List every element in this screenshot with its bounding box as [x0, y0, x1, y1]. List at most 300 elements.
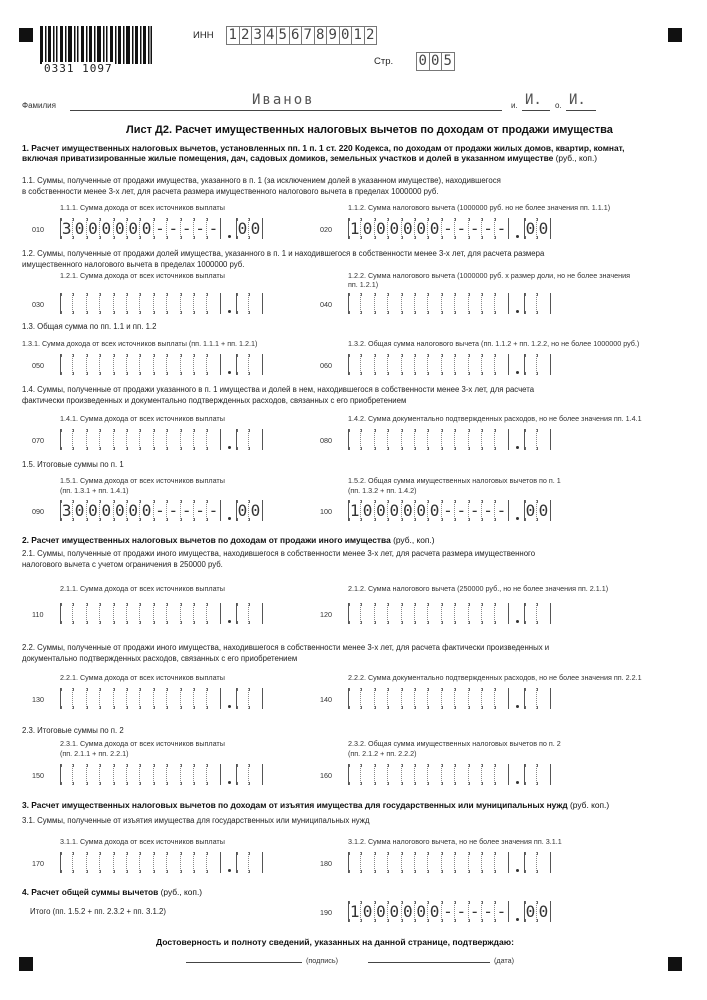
digit-cell: [60, 354, 73, 375]
f122-label-line1: 1.2.2. Сумма налогового вычета (1000000 руб. х размер доли, но не более значения: [348, 271, 630, 280]
digit-cell: [127, 354, 140, 375]
f152-label-line2: (пп. 1.3.2 + пп. 1.4.2): [348, 486, 417, 495]
f311-label: 3.1.1. Сумма дохода от всех источников выплаты: [60, 837, 225, 846]
digit-cell: [348, 852, 361, 873]
field-020-rubles[interactable]: [348, 218, 509, 239]
digit-cell: [127, 688, 140, 709]
f312-label: 3.1.2. Сумма налогового вычета, но не более значения пп. 3.1.1: [348, 837, 562, 846]
f111-label: 1.1.1. Сумма дохода от всех источников выплаты: [60, 203, 225, 212]
decimal-point: [516, 781, 519, 784]
digit-cell: [482, 852, 495, 873]
line-code-080: 080: [320, 436, 332, 445]
corner-marker-bottom-right: [668, 957, 682, 971]
digit-cell: [428, 688, 441, 709]
digit-cell: [455, 852, 468, 873]
surname-line: [70, 110, 502, 111]
digit-cell: -: [482, 218, 495, 239]
f152-label-line1: 1.5.2. Общая сумма имущественных налоговых вычетов по п. 1: [348, 476, 561, 485]
s14-line2: фактически произведенных и документально подтвержденных расходов, связанных с его приобретением: [22, 396, 407, 405]
f122-label-line2: пп. 1.2.1): [348, 280, 379, 289]
initial2-label: о.: [555, 101, 562, 110]
digit-cell: [537, 852, 550, 873]
digit-cell: [207, 429, 220, 450]
digit-cell: [524, 764, 537, 785]
digit-cell: [361, 293, 374, 314]
date-line: [368, 962, 490, 963]
digit-cell: [375, 852, 388, 873]
field-100-kopecks[interactable]: [524, 500, 551, 521]
decimal-point: [516, 517, 519, 520]
digit-cell: [375, 688, 388, 709]
digit-cell: -: [469, 901, 482, 922]
digit-cell: [537, 354, 550, 375]
page-label: Стр.: [374, 56, 394, 67]
digit-cell: -: [167, 218, 180, 239]
digit-cell: [375, 764, 388, 785]
digit-cell: [469, 354, 482, 375]
field-120-kopecks[interactable]: [524, 603, 551, 624]
digit-cell: [154, 293, 167, 314]
f231-label-line2: (пп. 2.1.1 + пп. 2.2.1): [60, 749, 129, 758]
digit-cell: [428, 429, 441, 450]
digit-cell: [140, 688, 153, 709]
decimal-point: [516, 310, 519, 313]
decimal-point: [516, 235, 519, 238]
inn-digit: 2: [364, 26, 378, 45]
s12-line1: 1.2. Суммы, полученные от продажи долей имущества, указанного в п. 1 и находившегося в собственности менее 3-х лет, для расчета размера: [22, 249, 545, 258]
digit-cell: [236, 354, 249, 375]
digit-cell: [402, 764, 415, 785]
inn-field[interactable]: [226, 26, 376, 45]
field-140-rubles[interactable]: [348, 688, 509, 709]
digit-cell: -: [455, 500, 468, 521]
digit-cell: [140, 429, 153, 450]
field-010-rubles[interactable]: [60, 218, 221, 239]
digit-cell: [442, 429, 455, 450]
field-040-kopecks[interactable]: [524, 293, 551, 314]
f232-label-line2: (пп. 2.1.2 + пп. 2.2.2): [348, 749, 417, 758]
f211-label: 2.1.1. Сумма дохода от всех источников выплаты: [60, 584, 225, 593]
digit-cell: -: [194, 218, 207, 239]
line-code-070: 070: [32, 436, 44, 445]
line-code-160: 160: [320, 771, 332, 780]
digit-cell: [181, 764, 194, 785]
barcode-bars: [40, 26, 152, 64]
field-090-kopecks[interactable]: [236, 500, 263, 521]
page-title: Лист Д2. Расчет имущественных налоговых вычетов по доходам от продажи имущества: [126, 124, 613, 136]
digit-cell: [442, 354, 455, 375]
digit-cell: -: [482, 500, 495, 521]
digit-cell: [73, 603, 86, 624]
corner-marker-top-left: [19, 28, 33, 42]
digit-cell: 0: [361, 500, 374, 521]
digit-cell: 0: [127, 500, 140, 521]
date-label: (дата): [494, 956, 515, 965]
field-060-kopecks[interactable]: [524, 354, 551, 375]
digit-cell: 0: [127, 218, 140, 239]
digit-cell: -: [154, 500, 167, 521]
field-160-rubles[interactable]: [348, 764, 509, 785]
field-170-kopecks[interactable]: [236, 852, 263, 873]
line-code-170: 170: [32, 859, 44, 868]
digit-cell: -: [207, 500, 220, 521]
digit-cell: [402, 354, 415, 375]
digit-cell: [249, 354, 262, 375]
digit-cell: [348, 354, 361, 375]
field-150-rubles[interactable]: [60, 764, 221, 785]
digit-cell: [495, 852, 508, 873]
section3-heading: [22, 800, 609, 811]
digit-cell: [388, 688, 401, 709]
digit-cell: 0: [428, 901, 441, 922]
digit-cell: [537, 688, 550, 709]
digit-cell: [388, 603, 401, 624]
digit-cell: [73, 293, 86, 314]
inn-digit: 1: [351, 26, 365, 45]
field-190-rubles[interactable]: [348, 901, 509, 922]
digit-cell: [140, 603, 153, 624]
digit-cell: [207, 764, 220, 785]
digit-cell: 0: [73, 500, 86, 521]
digit-cell: [127, 764, 140, 785]
decimal-point: [516, 371, 519, 374]
field-160-kopecks[interactable]: [524, 764, 551, 785]
digit-cell: [154, 429, 167, 450]
digit-cell: [428, 603, 441, 624]
line-code-100: 100: [320, 507, 332, 516]
digit-cell: -: [154, 218, 167, 239]
field-020-kopecks[interactable]: [524, 218, 551, 239]
line-code-030: 030: [32, 300, 44, 309]
digit-cell: 0: [415, 901, 428, 922]
line-code-150: 150: [32, 771, 44, 780]
digit-cell: [469, 429, 482, 450]
digit-cell: [236, 852, 249, 873]
digit-cell: [442, 764, 455, 785]
digit-cell: [127, 293, 140, 314]
digit-cell: 0: [415, 500, 428, 521]
digit-cell: [469, 852, 482, 873]
digit-cell: 1: [349, 219, 360, 238]
digit-cell: [100, 764, 113, 785]
line-code-140: 140: [320, 695, 332, 704]
decimal-point: [228, 235, 231, 238]
decimal-point: [228, 517, 231, 520]
digit-cell: [127, 429, 140, 450]
f222-label: 2.2.2. Сумма документально подтвержденных расходов, но не более значения пп. 2.2.1: [348, 673, 642, 682]
section4-heading-text: 4. Расчет общей суммы вычетов: [22, 887, 159, 897]
digit-cell: [524, 603, 537, 624]
field-190-kopecks[interactable]: [524, 901, 551, 922]
digit-cell: [537, 764, 550, 785]
digit-cell: [455, 354, 468, 375]
digit-cell: [140, 354, 153, 375]
digit-cell: 0: [237, 219, 248, 238]
initial2-value[interactable]: И.: [569, 92, 586, 108]
digit-cell: [415, 429, 428, 450]
digit-cell: 0: [537, 218, 550, 239]
digit-cell: [415, 688, 428, 709]
digit-cell: [388, 293, 401, 314]
f151-label-line1: 1.5.1. Сумма дохода от всех источников выплаты: [60, 476, 225, 485]
f112-label: 1.1.2. Сумма налогового вычета (1000000 руб. но не более значения пп. 1.1.1): [348, 203, 611, 212]
digit-cell: [100, 603, 113, 624]
line-code-110: 110: [32, 610, 44, 619]
digit-cell: 0: [73, 218, 86, 239]
digit-cell: 0: [537, 500, 550, 521]
digit-cell: [127, 603, 140, 624]
digit-cell: [249, 603, 262, 624]
digit-cell: [249, 852, 262, 873]
digit-cell: 0: [402, 218, 415, 239]
line-code-040: 040: [320, 300, 332, 309]
digit-cell: [469, 764, 482, 785]
digit-cell: [482, 429, 495, 450]
digit-cell: -: [181, 218, 194, 239]
digit-cell: [60, 429, 73, 450]
digit-cell: [495, 603, 508, 624]
s23: 2.3. Итоговые суммы по п. 2: [22, 726, 124, 735]
digit-cell: [154, 688, 167, 709]
digit-cell: [194, 354, 207, 375]
digit-cell: [236, 293, 249, 314]
digit-cell: [194, 429, 207, 450]
barcode: [40, 26, 152, 75]
digit-cell: [60, 764, 73, 785]
digit-cell: [415, 354, 428, 375]
digit-cell: [375, 293, 388, 314]
field-090-rubles[interactable]: [60, 500, 221, 521]
digit-cell: [73, 354, 86, 375]
digit-cell: [140, 293, 153, 314]
digit-cell: [415, 764, 428, 785]
decimal-point: [228, 620, 231, 623]
digit-cell: [181, 852, 194, 873]
line-code-130: 130: [32, 695, 44, 704]
digit-cell: [207, 688, 220, 709]
section1-heading-line2: [22, 153, 597, 164]
digit-cell: [249, 688, 262, 709]
digit-cell: [167, 603, 180, 624]
digit-cell: [388, 354, 401, 375]
s21-line1: 2.1. Суммы, полученные от продажи иного имущества, находившегося в собственности менее 3-х лет, для расчета размера имущественного: [22, 549, 536, 558]
field-180-kopecks[interactable]: [524, 852, 551, 873]
digit-cell: [207, 293, 220, 314]
section3-heading-unit: (руб. коп.): [570, 800, 610, 810]
digit-cell: 0: [525, 219, 536, 238]
digit-cell: [428, 354, 441, 375]
initial1-value[interactable]: И.: [525, 92, 542, 108]
digit-cell: [73, 688, 86, 709]
digit-cell: [482, 764, 495, 785]
decimal-point: [516, 446, 519, 449]
digit-cell: [60, 688, 73, 709]
initial1-label: и.: [511, 101, 518, 110]
section4-heading-unit: (руб., коп.): [160, 887, 203, 897]
line-code-060: 060: [320, 361, 332, 370]
decimal-point: [228, 705, 231, 708]
section2-heading-text: 2. Расчет имущественных налоговых вычетов по доходам от продажи иного имущества: [22, 535, 391, 545]
digit-cell: [455, 429, 468, 450]
digit-cell: [415, 293, 428, 314]
digit-cell: [114, 852, 127, 873]
digit-cell: 0: [361, 901, 374, 922]
field-060-rubles[interactable]: [348, 354, 509, 375]
field-080-kopecks[interactable]: [524, 429, 551, 450]
section2-heading: [22, 535, 435, 546]
digit-cell: [455, 603, 468, 624]
confirm-text: Достоверность и полноту сведений, указанных на данной странице, подтверждаю:: [156, 937, 514, 947]
digit-cell: [207, 852, 220, 873]
line-code-050: 050: [32, 361, 44, 370]
field-040-rubles[interactable]: [348, 293, 509, 314]
digit-cell: 0: [388, 500, 401, 521]
digit-cell: [375, 354, 388, 375]
field-070-rubles[interactable]: [60, 429, 221, 450]
digit-cell: [495, 764, 508, 785]
s31: 3.1. Суммы, полученные от изъятия имущества для государственных или муниципальных нужд: [22, 816, 370, 825]
digit-cell: [60, 852, 73, 873]
section1-heading-line2-text: включая приватизированные жилые помещения, дач, садовых домиков, земельных участков и долей в указанном имуществе: [22, 153, 554, 163]
digit-cell: [428, 764, 441, 785]
digit-cell: [375, 603, 388, 624]
decimal-point: [516, 918, 519, 921]
digit-cell: [194, 852, 207, 873]
total-label: Итого (пп. 1.5.2 + пп. 2.3.2 + пп. 3.1.2): [30, 907, 166, 916]
decimal-point: [228, 310, 231, 313]
digit-cell: [361, 852, 374, 873]
field-050-kopecks[interactable]: [236, 354, 263, 375]
s21-line2: налогового вычета с учетом ограничения в 250000 руб.: [22, 560, 223, 569]
digit-cell: [207, 354, 220, 375]
digit-cell: [114, 764, 127, 785]
digit-cell: -: [469, 500, 482, 521]
field-120-rubles[interactable]: [348, 603, 509, 624]
field-080-rubles[interactable]: [348, 429, 509, 450]
inn-digit: 2: [239, 26, 253, 45]
digit-cell: [73, 764, 86, 785]
page-number-digit: 5: [441, 52, 455, 71]
digit-cell: [469, 293, 482, 314]
decimal-point: [228, 869, 231, 872]
field-030-kopecks[interactable]: [236, 293, 263, 314]
inn-digit: 6: [289, 26, 303, 45]
s14-line1: 1.4. Суммы, полученные от продажи указанного в п. 1 имущества и долей в нем, находившегося в собственности менее 3-х лет, для расчета: [22, 385, 535, 394]
field-130-rubles[interactable]: [60, 688, 221, 709]
surname-value[interactable]: Иванов: [252, 92, 315, 108]
digit-cell: 0: [428, 218, 441, 239]
field-150-kopecks[interactable]: [236, 764, 263, 785]
digit-cell: [455, 764, 468, 785]
digit-cell: [114, 688, 127, 709]
digit-cell: [348, 293, 361, 314]
f131-label: 1.3.1. Сумма дохода от всех источников выплаты (пп. 1.1.1 + пп. 1.2.1): [22, 339, 258, 348]
field-030-rubles[interactable]: [60, 293, 221, 314]
digit-cell: 0: [100, 218, 113, 239]
digit-cell: [114, 354, 127, 375]
digit-cell: [194, 764, 207, 785]
digit-cell: [236, 429, 249, 450]
digit-cell: 1: [349, 902, 360, 921]
digit-cell: 0: [537, 901, 550, 922]
inn-digit: 0: [339, 26, 353, 45]
digit-cell: [495, 293, 508, 314]
digit-cell: 0: [249, 500, 262, 521]
decimal-point: [516, 620, 519, 623]
inn-digit: 7: [301, 26, 315, 45]
digit-cell: -: [455, 901, 468, 922]
digit-cell: [181, 293, 194, 314]
corner-marker-top-right: [668, 28, 682, 42]
digit-cell: [402, 852, 415, 873]
digit-cell: [415, 852, 428, 873]
field-130-kopecks[interactable]: [236, 688, 263, 709]
field-070-kopecks[interactable]: [236, 429, 263, 450]
field-180-rubles[interactable]: [348, 852, 509, 873]
f121-label: 1.2.1. Сумма дохода от всех источников выплаты: [60, 271, 225, 280]
digit-cell: 0: [525, 501, 536, 520]
digit-cell: [524, 429, 537, 450]
field-110-rubles[interactable]: [60, 603, 221, 624]
digit-cell: [361, 354, 374, 375]
field-140-kopecks[interactable]: [524, 688, 551, 709]
digit-cell: [388, 429, 401, 450]
digit-cell: [524, 354, 537, 375]
field-010-kopecks[interactable]: [236, 218, 263, 239]
digit-cell: [402, 429, 415, 450]
decimal-point: [516, 705, 519, 708]
field-170-rubles[interactable]: [60, 852, 221, 873]
page-number-field[interactable]: [416, 52, 454, 71]
section1-heading-line1: 1. Расчет имущественных налоговых вычетов, установленных пп. 1 п. 1 ст. 220 Кодекса, по доходам от продажи жилых домов, квартир, комнат,: [22, 143, 625, 153]
digit-cell: -: [442, 218, 455, 239]
digit-cell: -: [469, 218, 482, 239]
digit-cell: [249, 293, 262, 314]
line-code-020: 020: [320, 225, 332, 234]
field-050-rubles[interactable]: [60, 354, 221, 375]
digit-cell: 0: [140, 218, 153, 239]
digit-cell: [87, 603, 100, 624]
digit-cell: [114, 429, 127, 450]
digit-cell: 0: [375, 500, 388, 521]
field-110-kopecks[interactable]: [236, 603, 263, 624]
digit-cell: [428, 852, 441, 873]
digit-cell: -: [442, 901, 455, 922]
digit-cell: 0: [237, 501, 248, 520]
digit-cell: 0: [140, 500, 153, 521]
field-100-rubles[interactable]: [348, 500, 509, 521]
digit-cell: 0: [415, 218, 428, 239]
inn-digit: 3: [251, 26, 265, 45]
digit-cell: [537, 293, 550, 314]
digit-cell: [87, 688, 100, 709]
digit-cell: [348, 764, 361, 785]
digit-cell: [167, 354, 180, 375]
decimal-point: [228, 371, 231, 374]
digit-cell: -: [455, 218, 468, 239]
digit-cell: [442, 688, 455, 709]
digit-cell: [100, 293, 113, 314]
digit-cell: 0: [402, 500, 415, 521]
digit-cell: [361, 764, 374, 785]
digit-cell: [73, 852, 86, 873]
digit-cell: [537, 429, 550, 450]
digit-cell: [495, 429, 508, 450]
digit-cell: 0: [375, 218, 388, 239]
digit-cell: [348, 603, 361, 624]
digit-cell: [361, 688, 374, 709]
digit-cell: 3: [61, 501, 72, 520]
